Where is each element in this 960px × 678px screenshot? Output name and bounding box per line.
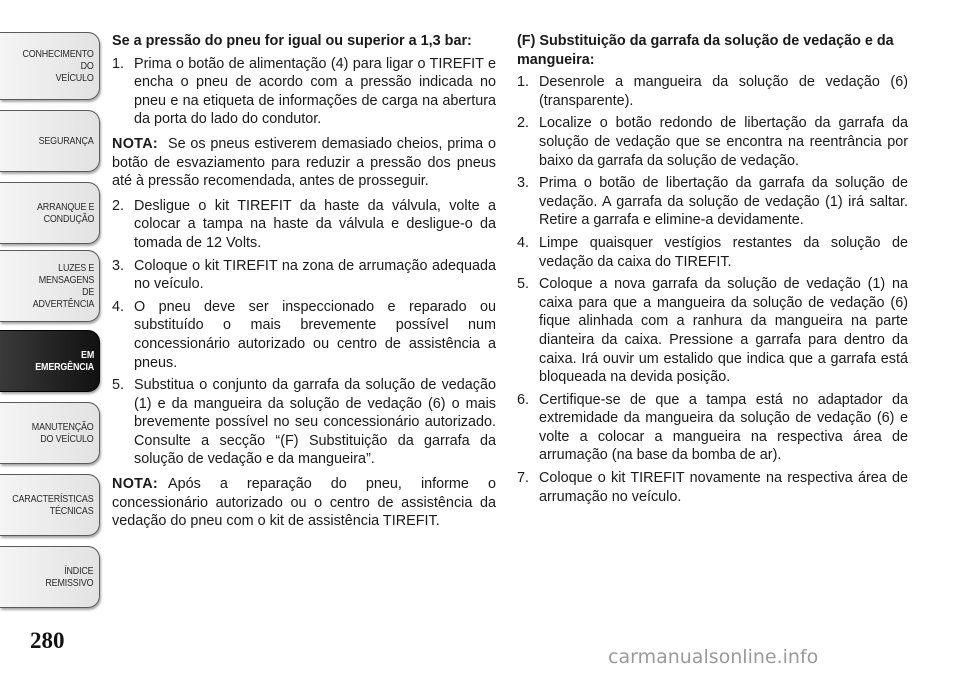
section-heading: (F) Substituição da garrafa da solução de vedação e da mangueira: (517, 33, 894, 68)
tab-caracteristicas-tecnicas[interactable] (0, 474, 100, 536)
tab-label: LUZES E MENSAGENS DE ADVERTÊNCIA (32, 262, 94, 310)
step-text: Prima o botão de libertação da garrafa da solução de vedação. A garrafa da solução de vedação (1) irá saltar. Retire a garrafa e elimine-a devidamente. (539, 175, 908, 229)
list-item (517, 391, 908, 465)
watermark: carmanualsonline.info (608, 646, 819, 668)
list-item (112, 298, 496, 372)
list-item (517, 234, 908, 271)
step-list (112, 55, 496, 129)
step-number: 2. (112, 197, 125, 214)
list-item (517, 73, 908, 110)
tab-em-emergencia[interactable] (0, 330, 100, 392)
tab-label: CARACTERÍSTICAS TÉCNICAS (12, 493, 94, 517)
step-text: Coloque a nova garrafa da solução de vedação (1) na caixa para que a mangueira da solução de vedação (6) fique alinhada com a ranhura da mangueira na parte dianteira da caixa. Pressione a garrafa para dentro da caixa. Irá ouvir um estalido que indica que a garrafa está bloqueada na devida posição. (539, 276, 908, 386)
section-heading: Se a pressão do pneu for igual ou superior a 1,3 bar: (112, 33, 472, 49)
step-number: 5. (517, 276, 530, 293)
step-number: 4. (517, 234, 530, 251)
note-text: Após a reparação do pneu, informe o concessionário autorizado ou o centro de assistência da vedação do pneu com o kit de assistência TIREFIT. (112, 476, 496, 530)
tab-label: CONHECIMENTO DO VEÍCULO (22, 48, 94, 84)
step-text: Prima o botão de alimentação (4) para ligar o TIREFIT e encha o pneu de acordo com a pressão indicada no pneu e na etiqueta de informações de carga na abertura da porta do lado do condutor. (134, 55, 496, 128)
note (112, 135, 496, 191)
tab-label: EM EMERGÊNCIA (35, 349, 94, 373)
tab-luzes-e-mensagens[interactable] (0, 250, 100, 322)
tab-arranque-e-conducao[interactable] (0, 182, 100, 244)
left-column (112, 32, 496, 537)
step-number: 4. (112, 298, 125, 315)
tab-conhecimento-do-veiculo[interactable] (0, 32, 100, 100)
step-number: 1. (112, 55, 125, 72)
tab-label: ÍNDICE REMISSIVO (45, 565, 94, 589)
step-list (517, 73, 908, 506)
step-number: 5. (112, 377, 125, 394)
step-text: Coloque o kit TIREFIT novamente na respectiva área de arrumação no veículo. (539, 470, 908, 505)
tab-label: ARRANQUE E CONDUÇÃO (36, 201, 94, 225)
step-number: 1. (517, 74, 530, 91)
step-number: 3. (517, 175, 530, 192)
list-item (517, 174, 908, 230)
step-text: Localize o botão redondo de libertação da garrafa da solução de vedação que se encontra na reentrância por baixo da garrafa da solução de vedação. (539, 115, 908, 169)
step-text: Desligue o kit TIREFIT da haste da válvula, volte a colocar a tampa na haste da válvula e desligue-o da tomada de 12 Volts. (134, 197, 496, 251)
list-item (112, 55, 496, 129)
step-number: 3. (112, 257, 125, 274)
step-text: Certifique-se de que a tampa está no adaptador da extremidade da mangueira da solução de vedação (6) e volte a colocar a mangueira na respectiva área de arrumação (na base da bomba de ar). (539, 391, 908, 464)
tab-manutencao-do-veiculo[interactable] (0, 402, 100, 464)
right-column (517, 32, 908, 512)
note-label: NOTA: (112, 135, 158, 152)
list-item (112, 197, 496, 253)
tab-label: SEGURANÇA (38, 135, 94, 147)
list-item (112, 257, 496, 294)
step-text: Substitua o conjunto da garrafa da solução de vedação (1) e da mangueira da solução de vedação (6) o mais brevemente possível no seu concessionário autorizado. Consulte a secção “(F) Substituição da garrafa da solução de vedação e da mangueira”. (134, 377, 496, 468)
note (112, 475, 496, 531)
note-text: Se os pneus estiverem demasiado cheios, prima o botão de esvaziamento para reduzir a pressão dos pneus até à pressão recomendada, antes de prosseguir. (112, 135, 496, 190)
step-number: 6. (517, 391, 530, 408)
step-number: 2. (517, 115, 530, 132)
step-number: 7. (517, 470, 530, 487)
list-item (517, 469, 908, 506)
list-item (112, 376, 496, 469)
step-text: O pneu deve ser inspeccionado e reparado ou substituído o mais brevemente possível num concessionário autorizado ou centro de assistência a pneus. (134, 298, 496, 371)
chapter-tabs (0, 0, 104, 678)
page-number: 280 (30, 628, 65, 653)
step-text: Desenrole a mangueira da solução de vedação (6) (transparente). (539, 74, 908, 109)
list-item (517, 114, 908, 170)
tab-indice-remissivo[interactable] (0, 546, 100, 608)
step-text: Coloque o kit TIREFIT na zona de arrumação adequada no veículo. (134, 257, 496, 293)
tab-label: MANUTENÇÃO DO VEÍCULO (32, 421, 94, 445)
step-list (112, 197, 496, 469)
note-label: NOTA: (112, 476, 158, 493)
tab-seguranca[interactable] (0, 110, 100, 172)
step-text: Limpe quaisquer vestígios restantes da solução de vedação da caixa do TIREFIT. (539, 234, 908, 270)
list-item (517, 275, 908, 387)
